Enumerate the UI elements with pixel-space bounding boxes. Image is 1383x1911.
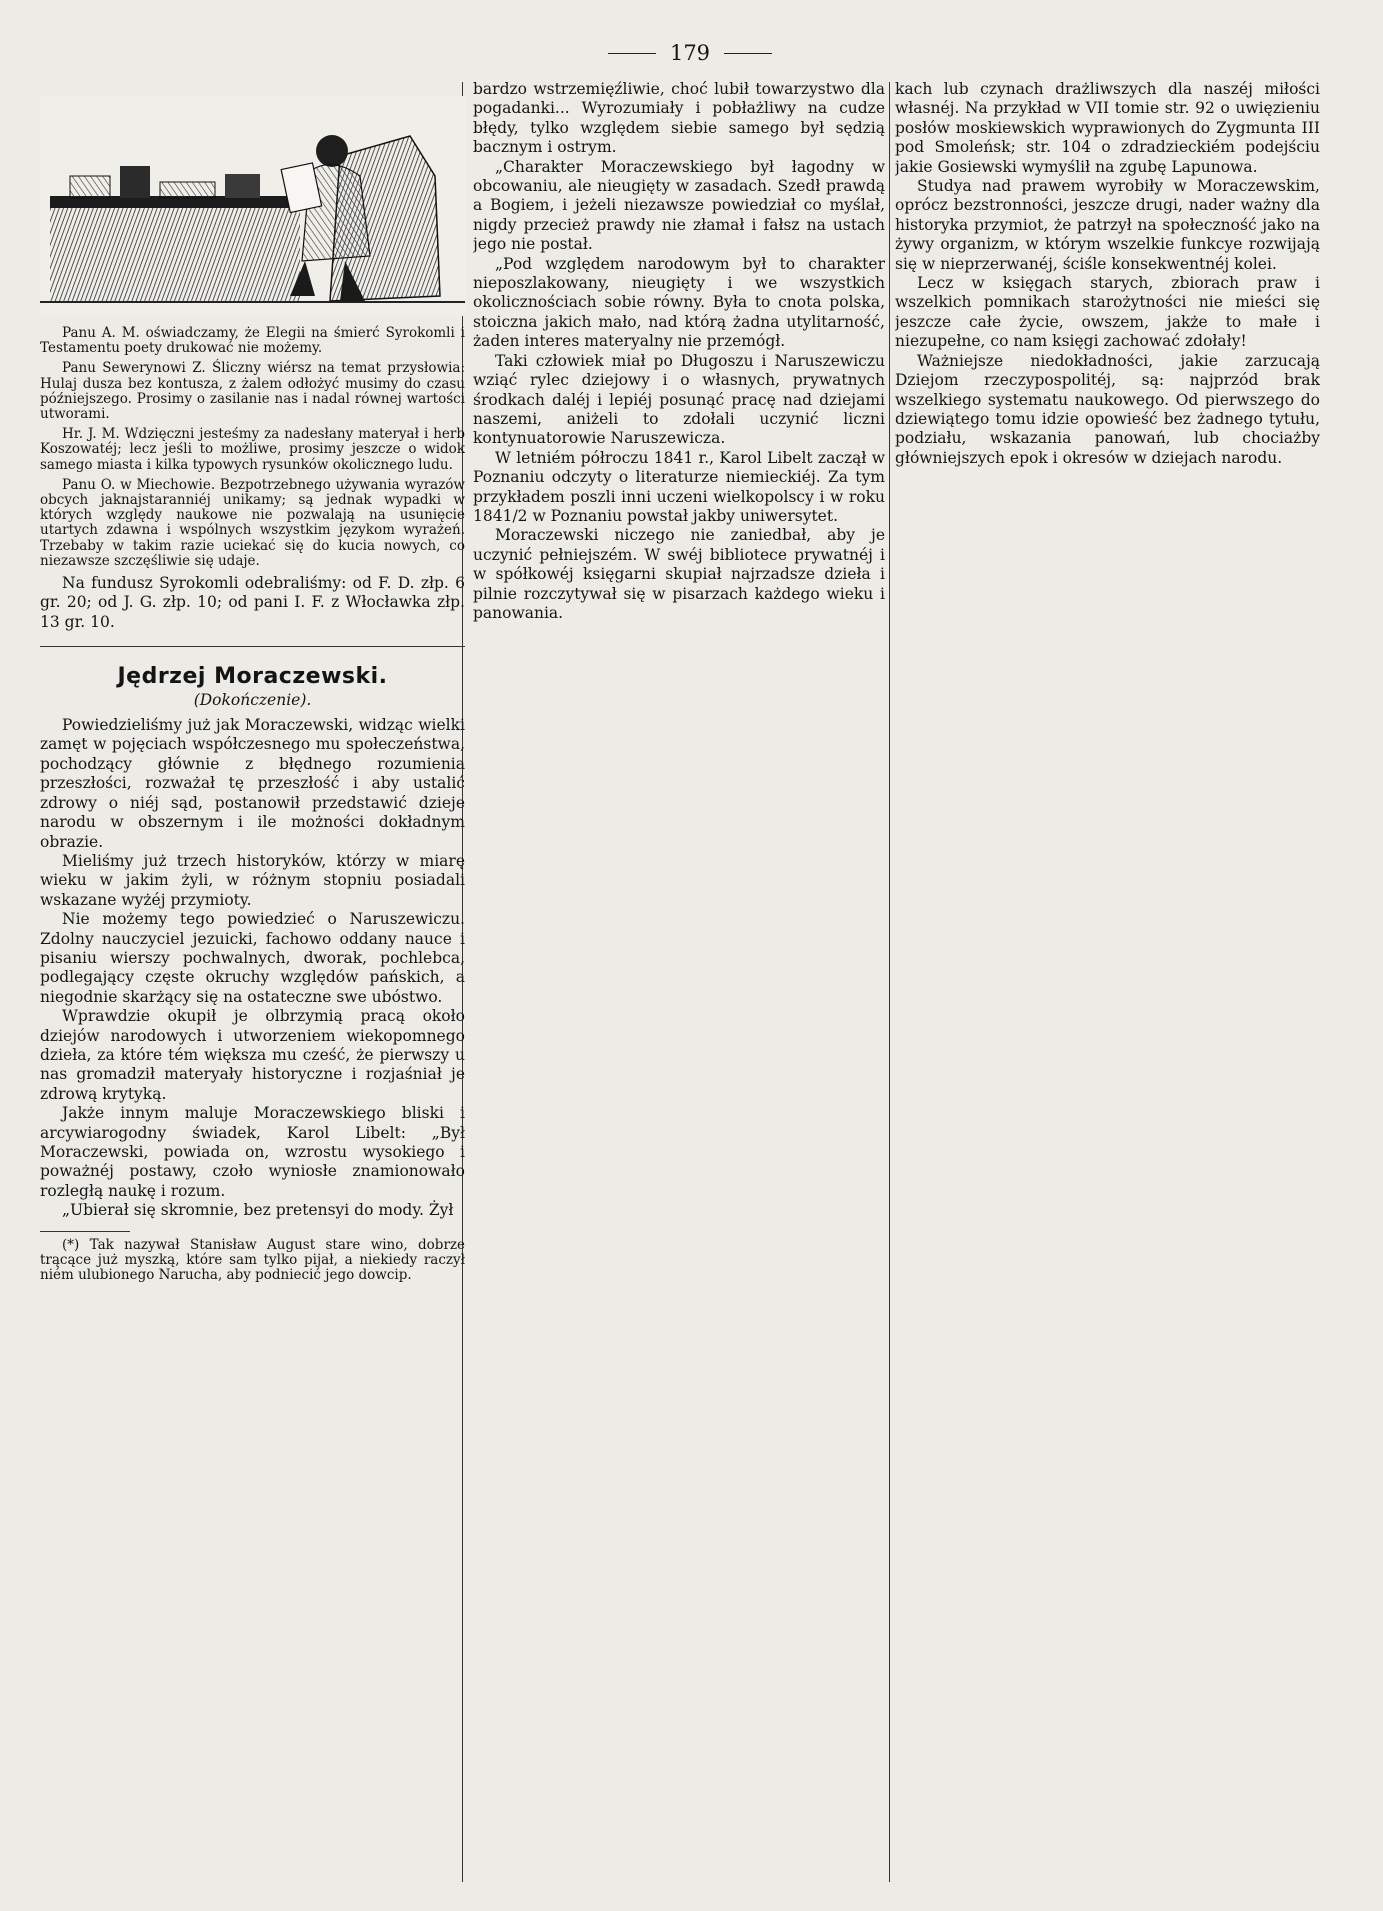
footnote-rule [40,1231,130,1232]
section-divider [40,646,465,647]
fund-donations: Na fundusz Syrokomli odebraliśmy: od F. D. złp. 6 gr. 20; od J. G. złp. 10; od pani I. F. z Włocławka złp. 13 gr. 10. [40,574,465,631]
note-1: Panu A. M. oświadczamy, że Elegii na śmierć Syrokomli i Testamentu poety drukować nie możemy. [40,325,465,357]
paragraph: Wprawdzie okupił je olbrzymią pracą około dziejów narodowych i utworzeniem wiekopomnego dzieła, za które tém większa mu cześć, że pierwszy u nas gromadził materyały historyczne i rozjaśniał je zdrową krytyką. [40,1007,465,1103]
column-2 [473,80,885,1885]
article-title: Jędrzej Moraczewski. [117,664,388,690]
paragraph: Jakże innym maluje Moraczewskiego bliski i arcywiarogodny świadek, Karol Libelt: „Był Moraczewski, powiada on, wzrostu wysokiego i poważnéj postawy, czoło wyniosłe znamionowało rozległą naukę i rozum. [40,1104,465,1200]
note-2: Panu Sewerynowi Z. Śliczny wiérsz na temat przysłowia: Hulaj dusza bez kontusza, z żalem odłożyć musimy do czasu późniejszego. Prosimy o zasilanie nas i nadal równej wartości utworami. [40,360,465,423]
reading-man-engraving [40,96,465,316]
column-1 [40,80,465,1885]
page-number-dash-right [724,53,772,54]
paragraph: Studya nad prawem wyrobiły w Moraczewskim, oprócz bezstronności, jeszcze drugi, nader ważny dla historyka przymiot, że patrzył na społeczność jako na żywy organizm, w którym wszelkie funkcye rozwijają się w nieprzerwanéj, ściśle konsekwentnéj kolei. [895,177,1320,273]
article-subtitle: (Dokończenie). [193,690,312,709]
column-3 [895,80,1320,1885]
paragraph: W letniém półroczu 1841 r., Karol Libelt zaczął w Poznaniu odczyty o literaturze niemieckiéj. Za tym przykładem poszli inni uczeni wielkopolscy i w roku 1841/2 w Poznaniu powstał jakby uniwersytet. [473,448,885,525]
paragraph: Mieliśmy już trzech historyków, którzy w miarę wieku w jakim żyli, w różnym stopniu posiadali wskazane wyżéj przymioty. [40,851,465,909]
page-number [560,38,820,68]
paragraph: „Pod względem narodowym był to charakter nieposzlakowany, nieugięty i we wszystkich okolicznościach sobie równy. Była to cnota polska, stoiczna jakich mało, nad którą żadna utylitarność, żaden interes materyalny nie przemógł. [473,254,885,351]
engraving-illustration [40,96,465,316]
page-number-dash-left [608,53,656,54]
page-number-text: 179 [669,41,711,65]
paragraph: bardzo wstrzemięźliwie, choć lubił towarzystwo dla pogadanki... Wyrozumiały i pobłażliwy na cudze błędy, tylko względem siebie samego był sędzią bacznym i ostrym. [473,80,885,157]
footnote-text: (*) Tak nazywał Stanisław August stare wino, dobrze trącące już myszką, które sam tylko pijał, a niekiedy raczył niém ulubionego Narucha, aby podniecić jego dowcip. [40,1236,465,1284]
paragraph: kach lub czynach drażliwszych dla naszéj miłości własnéj. Na przykład w VII tomie str. 92 o uwięzieniu posłów moskiewskich wyprawionych do Zygmunta III pod Smoleńsk; str. 104 o zdradzieckiém podejściu jakie Gosiewski wymyślił na zgubę Lapunowa. [895,80,1320,176]
paragraph: Moraczewski niczego nie zaniedbał, aby je uczynić pełniejszém. W swéj bibliotece prywatnéj i w spółkowéj księgarni skupiał najrzadsze dzieła i pilnie rozczytywał się w pisarzach każdego wieku i panowania. [473,526,885,622]
note-3: Hr. J. M. Wdzięczni jesteśmy za nadesłany materyał i herb Koszowatéj; lecz jeśli to możliwe, prosimy jeszcze o widok samego miasta i kilka typowych rysunków okolicznego ludu. [40,426,465,473]
paragraph: Nie możemy tego powiedzieć o Naruszewiczu. Zdolny nauczyciel jezuicki, fachowo oddany nauce i pisaniu wierszy pochwalnych, dworak, pochlebca, podlegający częste okruchy względów pańskich, a niegodnie skarżący się na ostateczne swe ubóstwo. [40,910,465,1006]
paragraph: Powiedzieliśmy już jak Moraczewski, widząc wielki zamęt w pojęciach współczesnego mu społeczeństwa, pochodzący głównie z błędnego rozumienia przeszłości, rozważał tę przeszłość i aby ustalić zdrowy o niéj sąd, postanowił przedstawić dzieje narodu w obszernym i ile możności dokładnym obrazie. [40,716,465,851]
paragraph: Ważniejsze niedokładności, jakie zarzucają Dziejom rzeczypospolitéj, są: najprzód brak wszelkiego systematu naukowego. Od pierwszego do dziewiątego tomu idzie opowieść bez żadnego tytułu, podziału, wskazania panowań, lub chociażby główniejszych epok i okresów w dziejach narodu. [895,351,1320,467]
paragraph: Taki człowiek miał po Długoszu i Naruszewiczu wziąć rylec dziejowy i o własnych, prywatnych środkach daléj i lepiéj posunąć pracę nad dziejami naszemi, aniżeli to zdołali uczynić liczni kontynuatorowie Naruszewicza. [473,351,885,448]
note-4: Panu O. w Miechowie. Bezpotrzebnego używania wyrazów obcych jaknajstaranniéj unikamy; są jednak wypadki w których względy naukowe nie pozwalają na usunięcie utartych zdawna i wspólnych wszystkim językom wyrażeń. Trzebaby w takim razie uciekać się do kucia nowych, co niezawsze szczęśliwie się udaje. [40,476,465,569]
editorial-notes [40,326,465,569]
footnote [40,1238,465,1284]
column-rule-2 [889,82,890,1882]
paragraph: „Charakter Moraczewskiego był łagodny w obcowaniu, ale nieugięty w zasadach. Szedł prawdą a Bogiem, i jeżeli niezawsze powiedział co myślał, nigdy przecież prawdy nie złamał i fałsz na ustach jego nie postał. [473,157,885,254]
paragraph: Lecz w księgach starych, zbiorach praw i wszelkich pomnikach starożytności nie mieści się jeszcze całe życie, owszem, jakże to małe i niezupełne, co nam księgi zachować zdołały! [895,274,1320,351]
paragraph: „Ubierał się skromnie, bez pretensyi do mody. Żył [62,1201,454,1220]
